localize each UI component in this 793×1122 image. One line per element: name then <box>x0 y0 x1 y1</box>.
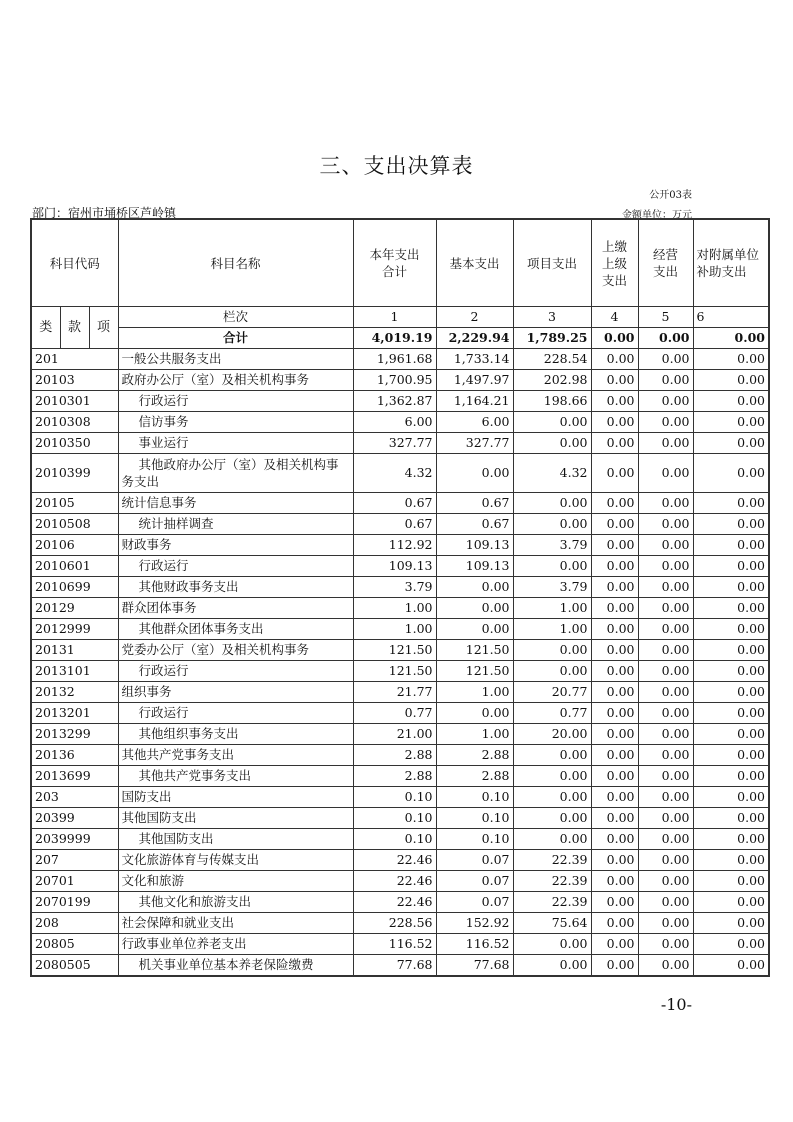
row-value: 0.00 <box>638 955 693 977</box>
row-value: 121.50 <box>436 661 513 682</box>
row-code: 2010350 <box>31 433 118 454</box>
row-value: 0.00 <box>436 598 513 619</box>
row-name: 统计信息事务 <box>118 493 353 514</box>
row-code: 20105 <box>31 493 118 514</box>
row-value: 1.00 <box>436 724 513 745</box>
row-value: 0.10 <box>436 829 513 850</box>
table-row <box>31 370 769 391</box>
department-label: 部门：宿州市埇桥区芦岭镇 <box>32 206 177 220</box>
table-row <box>31 556 769 577</box>
row-value: 0.00 <box>693 514 769 535</box>
row-code: 2070199 <box>31 892 118 913</box>
row-name: 财政事务 <box>118 535 353 556</box>
table-row <box>31 808 769 829</box>
table-row <box>31 412 769 433</box>
total-value: 4,019.19 <box>353 328 436 349</box>
header-subsidy: 对附属单位补助支出 <box>693 219 769 307</box>
row-value: 0.00 <box>513 556 591 577</box>
row-value: 0.00 <box>638 454 693 493</box>
row-value: 0.00 <box>513 493 591 514</box>
row-value: 0.00 <box>591 493 638 514</box>
row-value: 1,362.87 <box>353 391 436 412</box>
row-value: 0.00 <box>638 577 693 598</box>
row-value: 0.00 <box>693 619 769 640</box>
row-value: 0.67 <box>353 514 436 535</box>
header-upper: 上缴上级支出 <box>591 219 638 307</box>
row-value: 1.00 <box>513 598 591 619</box>
row-value: 198.66 <box>513 391 591 412</box>
row-value: 2.88 <box>436 766 513 787</box>
row-value: 0.00 <box>513 412 591 433</box>
row-code: 203 <box>31 787 118 808</box>
row-value: 0.00 <box>693 598 769 619</box>
row-value: 0.00 <box>513 808 591 829</box>
row-name: 行政事业单位养老支出 <box>118 934 353 955</box>
row-code: 20132 <box>31 682 118 703</box>
row-value: 22.39 <box>513 892 591 913</box>
row-value: 0.00 <box>638 724 693 745</box>
row-value: 0.00 <box>591 661 638 682</box>
row-name: 其他国防支出 <box>118 829 353 850</box>
row-name: 信访事务 <box>118 412 353 433</box>
total-value: 2,229.94 <box>436 328 513 349</box>
row-value: 0.00 <box>591 433 638 454</box>
row-value: 0.00 <box>638 370 693 391</box>
page-title: 三、支出决算表 <box>319 154 474 178</box>
row-name: 国防支出 <box>118 787 353 808</box>
row-code: 2013101 <box>31 661 118 682</box>
row-code: 2010699 <box>31 577 118 598</box>
row-code: 2010601 <box>31 556 118 577</box>
row-value: 109.13 <box>353 556 436 577</box>
row-name: 文化旅游体育与传媒支出 <box>118 850 353 871</box>
row-name: 社会保障和就业支出 <box>118 913 353 934</box>
column-number: 2 <box>436 307 513 328</box>
table-row <box>31 514 769 535</box>
row-value: 0.00 <box>693 871 769 892</box>
row-value: 0.00 <box>693 724 769 745</box>
row-name: 其他文化和旅游支出 <box>118 892 353 913</box>
row-name: 行政运行 <box>118 391 353 412</box>
row-value: 0.00 <box>638 598 693 619</box>
row-value: 0.00 <box>513 433 591 454</box>
header-kuan: 款 <box>60 307 89 349</box>
row-value: 0.00 <box>638 745 693 766</box>
row-value: 1,961.68 <box>353 349 436 370</box>
row-value: 0.00 <box>436 577 513 598</box>
row-value: 0.00 <box>693 808 769 829</box>
row-value: 0.00 <box>693 349 769 370</box>
table-row <box>31 829 769 850</box>
row-value: 228.54 <box>513 349 591 370</box>
row-value: 109.13 <box>436 556 513 577</box>
row-value: 0.00 <box>693 370 769 391</box>
table-row <box>31 493 769 514</box>
header-code: 科目代码 <box>31 219 118 307</box>
row-value: 1.00 <box>513 619 591 640</box>
row-value: 0.00 <box>591 829 638 850</box>
row-value: 20.77 <box>513 682 591 703</box>
row-value: 0.00 <box>693 577 769 598</box>
table-row <box>31 787 769 808</box>
row-code: 2013299 <box>31 724 118 745</box>
row-value: 0.00 <box>513 787 591 808</box>
row-value: 0.00 <box>591 913 638 934</box>
row-value: 0.00 <box>591 349 638 370</box>
row-value: 0.00 <box>591 370 638 391</box>
column-number: 5 <box>638 307 693 328</box>
row-name: 政府办公厅（室）及相关机构事务 <box>118 370 353 391</box>
row-value: 0.00 <box>591 682 638 703</box>
row-value: 0.00 <box>638 433 693 454</box>
row-value: 121.50 <box>353 640 436 661</box>
row-name: 机关事业单位基本养老保险缴费 <box>118 955 353 977</box>
table-row <box>31 661 769 682</box>
row-value: 0.00 <box>591 745 638 766</box>
row-value: 0.00 <box>591 871 638 892</box>
row-code: 20129 <box>31 598 118 619</box>
row-value: 0.00 <box>591 934 638 955</box>
row-value: 0.00 <box>591 787 638 808</box>
row-value: 327.77 <box>353 433 436 454</box>
row-name: 行政运行 <box>118 556 353 577</box>
row-value: 0.00 <box>591 598 638 619</box>
row-value: 0.00 <box>591 391 638 412</box>
row-value: 0.00 <box>638 661 693 682</box>
row-value: 0.00 <box>513 955 591 977</box>
row-value: 0.00 <box>638 934 693 955</box>
row-value: 3.79 <box>513 577 591 598</box>
row-value: 0.77 <box>353 703 436 724</box>
row-value: 0.67 <box>436 493 513 514</box>
row-value: 0.00 <box>513 766 591 787</box>
row-code: 2013201 <box>31 703 118 724</box>
total-row <box>31 328 769 349</box>
table-row <box>31 871 769 892</box>
row-value: 2.88 <box>353 745 436 766</box>
row-value: 0.00 <box>693 787 769 808</box>
row-value: 0.00 <box>591 892 638 913</box>
row-value: 22.39 <box>513 871 591 892</box>
table-row <box>31 349 769 370</box>
table-row <box>31 955 769 977</box>
column-number: 4 <box>591 307 638 328</box>
column-number: 1 <box>353 307 436 328</box>
row-value: 0.00 <box>693 766 769 787</box>
row-name: 党委办公厅（室）及相关机构事务 <box>118 640 353 661</box>
row-value: 0.00 <box>638 514 693 535</box>
row-value: 0.00 <box>436 619 513 640</box>
row-value: 0.00 <box>591 514 638 535</box>
row-value: 0.00 <box>591 724 638 745</box>
row-value: 0.00 <box>638 871 693 892</box>
row-value: 0.00 <box>693 850 769 871</box>
page-number: -10- <box>660 995 692 1014</box>
row-code: 20701 <box>31 871 118 892</box>
row-value: 0.00 <box>591 619 638 640</box>
row-value: 0.00 <box>638 829 693 850</box>
table-row <box>31 391 769 412</box>
row-value: 228.56 <box>353 913 436 934</box>
row-value: 0.67 <box>353 493 436 514</box>
row-value: 22.46 <box>353 892 436 913</box>
row-value: 0.00 <box>513 640 591 661</box>
row-value: 0.00 <box>693 661 769 682</box>
table-row <box>31 892 769 913</box>
column-number-row <box>31 307 769 328</box>
row-value: 0.00 <box>693 391 769 412</box>
row-value: 0.00 <box>591 850 638 871</box>
row-name: 其他财政事务支出 <box>118 577 353 598</box>
row-value: 121.50 <box>436 640 513 661</box>
row-name: 行政运行 <box>118 661 353 682</box>
row-value: 4.32 <box>513 454 591 493</box>
amount-unit: 金额单位：万元 <box>622 210 692 221</box>
row-value: 0.00 <box>436 703 513 724</box>
row-value: 0.10 <box>353 808 436 829</box>
row-value: 0.00 <box>638 556 693 577</box>
row-value: 0.00 <box>638 682 693 703</box>
row-value: 0.00 <box>693 829 769 850</box>
row-value: 1.00 <box>353 619 436 640</box>
row-value: 2.88 <box>353 766 436 787</box>
row-value: 0.00 <box>638 787 693 808</box>
row-value: 0.00 <box>591 454 638 493</box>
row-value: 0.00 <box>513 934 591 955</box>
row-value: 0.00 <box>591 703 638 724</box>
row-value: 0.10 <box>436 787 513 808</box>
row-value: 0.00 <box>513 829 591 850</box>
row-value: 0.00 <box>693 913 769 934</box>
row-value: 0.00 <box>436 454 513 493</box>
row-code: 20805 <box>31 934 118 955</box>
form-number: 公开03表 <box>649 190 692 201</box>
row-value: 0.00 <box>513 514 591 535</box>
expenditure-table <box>30 218 770 977</box>
row-value: 0.00 <box>693 703 769 724</box>
row-value: 116.52 <box>353 934 436 955</box>
row-code: 20399 <box>31 808 118 829</box>
row-code: 2010508 <box>31 514 118 535</box>
header-lei: 类 <box>31 307 60 349</box>
row-value: 77.68 <box>353 955 436 977</box>
row-code: 2080505 <box>31 955 118 977</box>
table-row <box>31 724 769 745</box>
row-value: 6.00 <box>436 412 513 433</box>
row-code: 20131 <box>31 640 118 661</box>
row-value: 0.00 <box>693 640 769 661</box>
row-value: 2.88 <box>436 745 513 766</box>
row-value: 0.00 <box>693 682 769 703</box>
table-body <box>31 349 769 977</box>
row-code: 2013699 <box>31 766 118 787</box>
row-value: 21.00 <box>353 724 436 745</box>
row-value: 0.00 <box>638 535 693 556</box>
row-value: 3.79 <box>513 535 591 556</box>
row-value: 0.00 <box>638 808 693 829</box>
row-name: 其他组织事务支出 <box>118 724 353 745</box>
total-value: 1,789.25 <box>513 328 591 349</box>
row-value: 0.07 <box>436 871 513 892</box>
table-row <box>31 766 769 787</box>
column-label: 栏次 <box>118 307 353 328</box>
row-code: 20103 <box>31 370 118 391</box>
row-name: 其他群众团体事务支出 <box>118 619 353 640</box>
row-value: 1,164.21 <box>436 391 513 412</box>
row-value: 0.00 <box>638 850 693 871</box>
row-code: 207 <box>31 850 118 871</box>
table-row <box>31 850 769 871</box>
row-value: 0.00 <box>693 955 769 977</box>
row-value: 0.00 <box>591 766 638 787</box>
row-code: 20106 <box>31 535 118 556</box>
row-name: 事业运行 <box>118 433 353 454</box>
row-value: 0.10 <box>353 787 436 808</box>
header-row <box>31 219 769 307</box>
row-value: 0.00 <box>693 412 769 433</box>
row-value: 112.92 <box>353 535 436 556</box>
row-name: 文化和旅游 <box>118 871 353 892</box>
row-value: 0.00 <box>638 619 693 640</box>
row-name: 组织事务 <box>118 682 353 703</box>
row-code: 20136 <box>31 745 118 766</box>
row-value: 0.00 <box>693 934 769 955</box>
row-value: 0.00 <box>513 661 591 682</box>
table-row <box>31 682 769 703</box>
total-value: 0.00 <box>591 328 638 349</box>
row-name: 群众团体事务 <box>118 598 353 619</box>
table-row <box>31 598 769 619</box>
table-row <box>31 577 769 598</box>
row-value: 116.52 <box>436 934 513 955</box>
row-code: 2012999 <box>31 619 118 640</box>
row-value: 77.68 <box>436 955 513 977</box>
table-row <box>31 934 769 955</box>
row-value: 0.00 <box>693 745 769 766</box>
row-value: 109.13 <box>436 535 513 556</box>
row-name: 行政运行 <box>118 703 353 724</box>
header-total: 本年支出合计 <box>353 219 436 307</box>
total-value: 0.00 <box>638 328 693 349</box>
row-value: 0.00 <box>591 577 638 598</box>
row-value: 4.32 <box>353 454 436 493</box>
row-code: 201 <box>31 349 118 370</box>
row-code: 208 <box>31 913 118 934</box>
total-label: 合计 <box>118 328 353 349</box>
row-name: 其他共产党事务支出 <box>118 766 353 787</box>
table-row <box>31 454 769 493</box>
table-row <box>31 640 769 661</box>
row-name: 其他共产党事务支出 <box>118 745 353 766</box>
row-name: 一般公共服务支出 <box>118 349 353 370</box>
row-value: 152.92 <box>436 913 513 934</box>
row-value: 0.10 <box>353 829 436 850</box>
row-value: 0.00 <box>591 412 638 433</box>
header-basic: 基本支出 <box>436 219 513 307</box>
row-value: 6.00 <box>353 412 436 433</box>
row-value: 0.00 <box>638 913 693 934</box>
row-value: 1,497.97 <box>436 370 513 391</box>
table-row <box>31 913 769 934</box>
row-value: 0.07 <box>436 850 513 871</box>
table-row <box>31 433 769 454</box>
table-row <box>31 703 769 724</box>
header-project: 项目支出 <box>513 219 591 307</box>
row-value: 22.46 <box>353 850 436 871</box>
row-value: 0.00 <box>591 535 638 556</box>
table-row <box>31 745 769 766</box>
row-value: 0.07 <box>436 892 513 913</box>
header-business: 经营支出 <box>638 219 693 307</box>
row-value: 0.00 <box>638 766 693 787</box>
row-code: 2010399 <box>31 454 118 493</box>
header-xiang: 项 <box>89 307 118 349</box>
row-value: 1.00 <box>436 682 513 703</box>
row-value: 20.00 <box>513 724 591 745</box>
row-value: 0.00 <box>693 433 769 454</box>
row-value: 0.00 <box>591 640 638 661</box>
column-number: 3 <box>513 307 591 328</box>
row-value: 0.00 <box>638 703 693 724</box>
row-value: 0.00 <box>638 391 693 412</box>
row-value: 22.39 <box>513 850 591 871</box>
row-code: 2010308 <box>31 412 118 433</box>
row-value: 0.00 <box>638 412 693 433</box>
table-row <box>31 619 769 640</box>
row-value: 0.00 <box>693 493 769 514</box>
row-value: 202.98 <box>513 370 591 391</box>
row-code: 2039999 <box>31 829 118 850</box>
row-value: 0.00 <box>638 349 693 370</box>
row-value: 3.79 <box>353 577 436 598</box>
table-row <box>31 535 769 556</box>
row-value: 121.50 <box>353 661 436 682</box>
row-value: 0.00 <box>591 556 638 577</box>
row-value: 0.00 <box>591 808 638 829</box>
row-value: 0.77 <box>513 703 591 724</box>
row-value: 0.00 <box>638 640 693 661</box>
row-value: 0.00 <box>638 493 693 514</box>
row-value: 0.00 <box>513 745 591 766</box>
total-value: 0.00 <box>693 328 769 349</box>
header-name: 科目名称 <box>118 219 353 307</box>
row-value: 1,733.14 <box>436 349 513 370</box>
row-value: 0.00 <box>638 892 693 913</box>
row-name: 统计抽样调查 <box>118 514 353 535</box>
row-value: 0.10 <box>436 808 513 829</box>
row-name: 其他国防支出 <box>118 808 353 829</box>
row-value: 0.67 <box>436 514 513 535</box>
row-value: 75.64 <box>513 913 591 934</box>
row-value: 1,700.95 <box>353 370 436 391</box>
column-number: 6 <box>693 307 769 328</box>
row-value: 22.46 <box>353 871 436 892</box>
row-value: 1.00 <box>353 598 436 619</box>
row-value: 0.00 <box>693 454 769 493</box>
row-value: 21.77 <box>353 682 436 703</box>
row-value: 0.00 <box>693 556 769 577</box>
row-code: 2010301 <box>31 391 118 412</box>
row-name: 其他政府办公厅（室）及相关机构事务支出 <box>118 454 353 493</box>
row-value: 0.00 <box>693 535 769 556</box>
row-value: 327.77 <box>436 433 513 454</box>
row-value: 0.00 <box>591 955 638 977</box>
row-value: 0.00 <box>693 892 769 913</box>
